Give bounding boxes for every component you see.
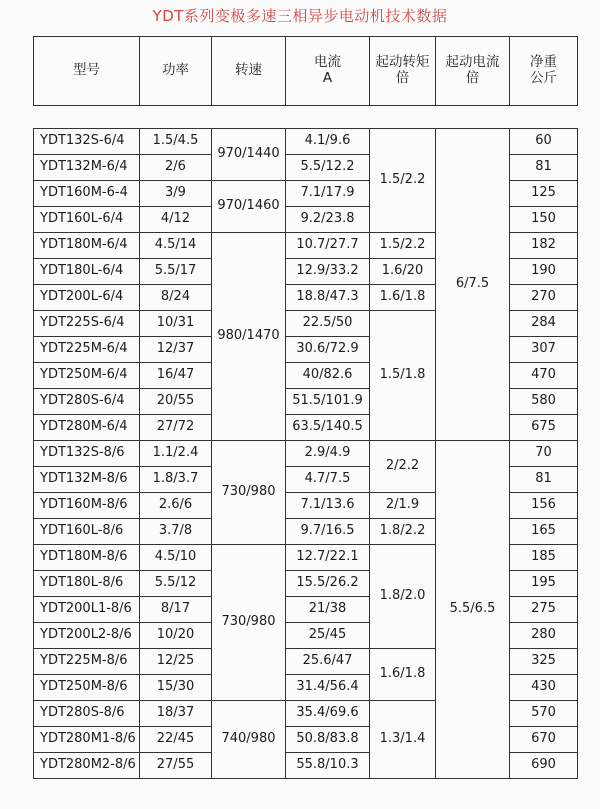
- weight-cell: 125: [510, 181, 578, 207]
- current-cell: 35.4/69.6: [286, 701, 370, 727]
- model-cell: YDT280M2-8/6: [34, 753, 140, 779]
- model-cell: YDT180M-8/6: [34, 545, 140, 571]
- header-torque-label: 起动转矩: [375, 54, 430, 71]
- weight-cell: 190: [510, 259, 578, 285]
- model-cell: YDT160M-8/6: [34, 493, 140, 519]
- header-start-current-label: 起动电流: [445, 54, 500, 71]
- current-cell: 15.5/26.2: [286, 571, 370, 597]
- torque-cell: 1.3/1.4: [370, 701, 436, 779]
- model-cell: YDT160M-6-4: [34, 181, 140, 207]
- header-torque-unit: 倍: [395, 70, 410, 86]
- table-row: [34, 129, 578, 155]
- current-cell: 18.8/47.3: [286, 285, 370, 311]
- model-cell: YDT280M1-8/6: [34, 727, 140, 753]
- weight-cell: 280: [510, 623, 578, 649]
- current-cell: 7.1/17.9: [286, 181, 370, 207]
- power-cell: 5.5/12: [140, 571, 212, 597]
- table-row: [34, 441, 578, 467]
- torque-cell: 2/1.9: [370, 493, 436, 519]
- torque-cell: 1.8/2.0: [370, 545, 436, 649]
- weight-cell: 270: [510, 285, 578, 311]
- model-cell: YDT180L-8/6: [34, 571, 140, 597]
- power-cell: 3.7/8: [140, 519, 212, 545]
- current-cell: 31.4/56.4: [286, 675, 370, 701]
- current-cell: 12.9/33.2: [286, 259, 370, 285]
- power-cell: 12/25: [140, 649, 212, 675]
- speed-cell: 970/1440: [212, 129, 286, 181]
- power-cell: 10/20: [140, 623, 212, 649]
- speed-cell: 730/980: [212, 441, 286, 545]
- header-current-label: 电流: [314, 54, 341, 71]
- weight-cell: 580: [510, 389, 578, 415]
- current-cell: 7.1/13.6: [286, 493, 370, 519]
- weight-cell: 670: [510, 727, 578, 753]
- current-cell: 12.7/22.1: [286, 545, 370, 571]
- document-title: YDT系列变极多速三相异步电动机技术数据: [152, 7, 448, 25]
- power-cell: 2.6/6: [140, 493, 212, 519]
- weight-cell: 81: [510, 467, 578, 493]
- current-cell: 2.9/4.9: [286, 441, 370, 467]
- power-cell: 4.5/14: [140, 233, 212, 259]
- header-model: 型号: [34, 37, 140, 106]
- model-cell: YDT250M-8/6: [34, 675, 140, 701]
- power-cell: 8/24: [140, 285, 212, 311]
- power-cell: 4.5/10: [140, 545, 212, 571]
- current-cell: 50.8/83.8: [286, 727, 370, 753]
- current-cell: 21/38: [286, 597, 370, 623]
- spacer-row: [34, 106, 578, 129]
- current-cell: 25/45: [286, 623, 370, 649]
- model-cell: YDT225S-6/4: [34, 311, 140, 337]
- torque-cell: 2/2.2: [370, 441, 436, 493]
- weight-cell: 430: [510, 675, 578, 701]
- model-cell: YDT280M-6/4: [34, 415, 140, 441]
- model-cell: YDT160L-8/6: [34, 519, 140, 545]
- torque-cell: 1.6/20: [370, 259, 436, 285]
- weight-cell: 307: [510, 337, 578, 363]
- power-cell: 20/55: [140, 389, 212, 415]
- current-cell: 10.7/27.7: [286, 233, 370, 259]
- weight-cell: 70: [510, 441, 578, 467]
- header-current: [286, 37, 370, 106]
- weight-cell: 60: [510, 129, 578, 155]
- power-cell: 10/31: [140, 311, 212, 337]
- weight-cell: 275: [510, 597, 578, 623]
- model-cell: YDT160L-6/4: [34, 207, 140, 233]
- weight-cell: 470: [510, 363, 578, 389]
- model-cell: YDT180L-6/4: [34, 259, 140, 285]
- speed-cell: 740/980: [212, 701, 286, 779]
- torque-cell: 1.8/2.2: [370, 519, 436, 545]
- power-cell: 16/47: [140, 363, 212, 389]
- weight-cell: 81: [510, 155, 578, 181]
- weight-cell: 185: [510, 545, 578, 571]
- weight-cell: 325: [510, 649, 578, 675]
- current-cell: 25.6/47: [286, 649, 370, 675]
- power-cell: 2/6: [140, 155, 212, 181]
- weight-cell: 150: [510, 207, 578, 233]
- model-cell: YDT180M-6/4: [34, 233, 140, 259]
- weight-cell: 156: [510, 493, 578, 519]
- header-start-current: [436, 37, 510, 106]
- power-cell: 27/72: [140, 415, 212, 441]
- model-cell: YDT225M-6/4: [34, 337, 140, 363]
- weight-cell: 675: [510, 415, 578, 441]
- speed-cell: 970/1460: [212, 181, 286, 233]
- power-cell: 12/37: [140, 337, 212, 363]
- current-cell: 4.1/9.6: [286, 129, 370, 155]
- start-current-cell: 5.5/6.5: [436, 441, 510, 779]
- current-cell: 22.5/50: [286, 311, 370, 337]
- power-cell: 1.8/3.7: [140, 467, 212, 493]
- model-cell: YDT132S-6/4: [34, 129, 140, 155]
- header-row: [34, 37, 578, 106]
- torque-cell: 1.5/2.2: [370, 233, 436, 259]
- torque-cell: 1.6/1.8: [370, 649, 436, 701]
- header-weight: [510, 37, 578, 106]
- power-cell: 18/37: [140, 701, 212, 727]
- model-cell: YDT225M-8/6: [34, 649, 140, 675]
- current-cell: 5.5/12.2: [286, 155, 370, 181]
- power-cell: 5.5/17: [140, 259, 212, 285]
- header-start-current-unit: 倍: [465, 70, 480, 86]
- weight-cell: 195: [510, 571, 578, 597]
- header-power: 功率: [140, 37, 212, 106]
- weight-cell: 570: [510, 701, 578, 727]
- current-cell: 51.5/101.9: [286, 389, 370, 415]
- current-cell: 4.7/7.5: [286, 467, 370, 493]
- power-cell: 22/45: [140, 727, 212, 753]
- model-cell: YDT200L1-8/6: [34, 597, 140, 623]
- model-cell: YDT200L2-8/6: [34, 623, 140, 649]
- current-cell: 55.8/10.3: [286, 753, 370, 779]
- header-weight-unit: 公斤: [530, 70, 557, 86]
- current-cell: 40/82.6: [286, 363, 370, 389]
- weight-cell: 284: [510, 311, 578, 337]
- model-cell: YDT132M-8/6: [34, 467, 140, 493]
- power-cell: 1.1/2.4: [140, 441, 212, 467]
- current-cell: 63.5/140.5: [286, 415, 370, 441]
- model-cell: YDT280S-8/6: [34, 701, 140, 727]
- power-cell: 4/12: [140, 207, 212, 233]
- start-current-cell: 6/7.5: [436, 129, 510, 441]
- current-cell: 9.7/16.5: [286, 519, 370, 545]
- spacer-cell: [34, 106, 578, 129]
- spec-table: [33, 36, 578, 779]
- model-cell: YDT132S-8/6: [34, 441, 140, 467]
- power-cell: 3/9: [140, 181, 212, 207]
- speed-cell: 980/1470: [212, 233, 286, 441]
- power-cell: 8/17: [140, 597, 212, 623]
- model-cell: YDT280S-6/4: [34, 389, 140, 415]
- header-speed: 转速: [212, 37, 286, 106]
- current-cell: 9.2/23.8: [286, 207, 370, 233]
- power-cell: 27/55: [140, 753, 212, 779]
- power-cell: 1.5/4.5: [140, 129, 212, 155]
- current-cell: 30.6/72.9: [286, 337, 370, 363]
- power-cell: 15/30: [140, 675, 212, 701]
- table-body: [34, 106, 578, 779]
- weight-cell: 182: [510, 233, 578, 259]
- header-current-unit: A: [322, 70, 333, 86]
- torque-cell: 1.5/2.2: [370, 129, 436, 233]
- model-cell: YDT250M-6/4: [34, 363, 140, 389]
- torque-cell: 1.5/1.8: [370, 311, 436, 441]
- weight-cell: 690: [510, 753, 578, 779]
- weight-cell: 165: [510, 519, 578, 545]
- header-torque: [370, 37, 436, 106]
- header-weight-label: 净重: [530, 54, 557, 71]
- model-cell: YDT200L-6/4: [34, 285, 140, 311]
- speed-cell: 730/980: [212, 545, 286, 701]
- model-cell: YDT132M-6/4: [34, 155, 140, 181]
- torque-cell: 1.6/1.8: [370, 285, 436, 311]
